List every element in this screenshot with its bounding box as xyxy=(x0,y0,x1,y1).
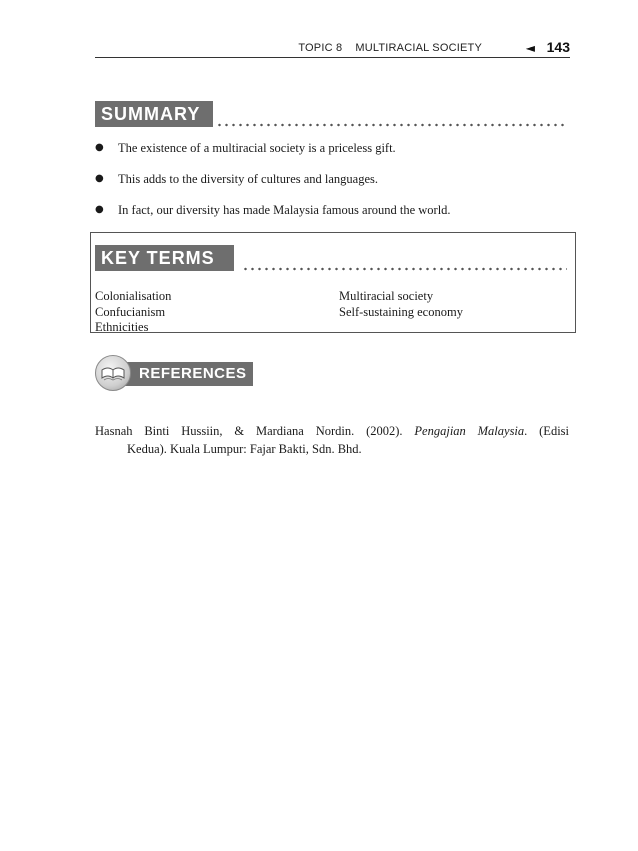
summary-heading-label: SUMMARY xyxy=(101,104,201,124)
reference-line-2: Kedua). Kuala Lumpur: Fajar Bakti, Sdn. Bhd. xyxy=(127,442,362,456)
key-terms-dotted-rule xyxy=(242,266,567,272)
header-topic-title xyxy=(298,42,482,54)
key-term: Multiracial society xyxy=(339,289,434,303)
header-topic: TOPIC 8 xyxy=(298,42,343,54)
key-term: Ethnicities xyxy=(95,320,149,334)
reference-line-1: Hasnah Binti Hussiin, & Mardiana Nordin. (2002). Pengajian Malaysia. (Edisi xyxy=(95,424,570,438)
reference-entry xyxy=(95,422,569,458)
summary-list xyxy=(95,140,575,233)
summary-heading xyxy=(95,101,213,127)
references-heading-bar xyxy=(117,362,253,386)
key-terms-left-column xyxy=(95,289,171,336)
summary-item: ● This adds to the diversity of cultures and languages. xyxy=(95,172,379,186)
summary-item: ● The existence of a multiracial society is a priceless gift. xyxy=(95,141,396,155)
key-term: Confucianism xyxy=(95,304,166,319)
summary-dotted-rule xyxy=(216,122,566,128)
references-heading xyxy=(95,355,253,391)
key-term: Colonialisation xyxy=(95,289,172,303)
header-title: MULTIRACIAL SOCIETY xyxy=(355,42,482,54)
book-icon xyxy=(95,355,131,391)
key-terms-heading-label: KEY TERMS xyxy=(101,248,215,268)
running-header xyxy=(95,38,570,58)
key-terms-heading xyxy=(95,245,234,271)
bullet-icon: ● xyxy=(95,142,104,153)
header-rule xyxy=(95,57,570,58)
summary-item: ● In fact, our diversity has made Malaysia famous around the world. xyxy=(95,203,451,217)
reference-title: Pengajian Malaysia xyxy=(414,424,525,438)
left-arrow-icon: ◄ xyxy=(525,41,535,55)
bullet-icon: ● xyxy=(95,173,104,184)
key-terms-right-column xyxy=(339,289,463,320)
references-heading-label: REFERENCES xyxy=(139,365,247,382)
page-number: 143 xyxy=(546,39,570,55)
key-term: Self-sustaining economy xyxy=(339,304,463,319)
bullet-icon: ● xyxy=(95,204,104,215)
